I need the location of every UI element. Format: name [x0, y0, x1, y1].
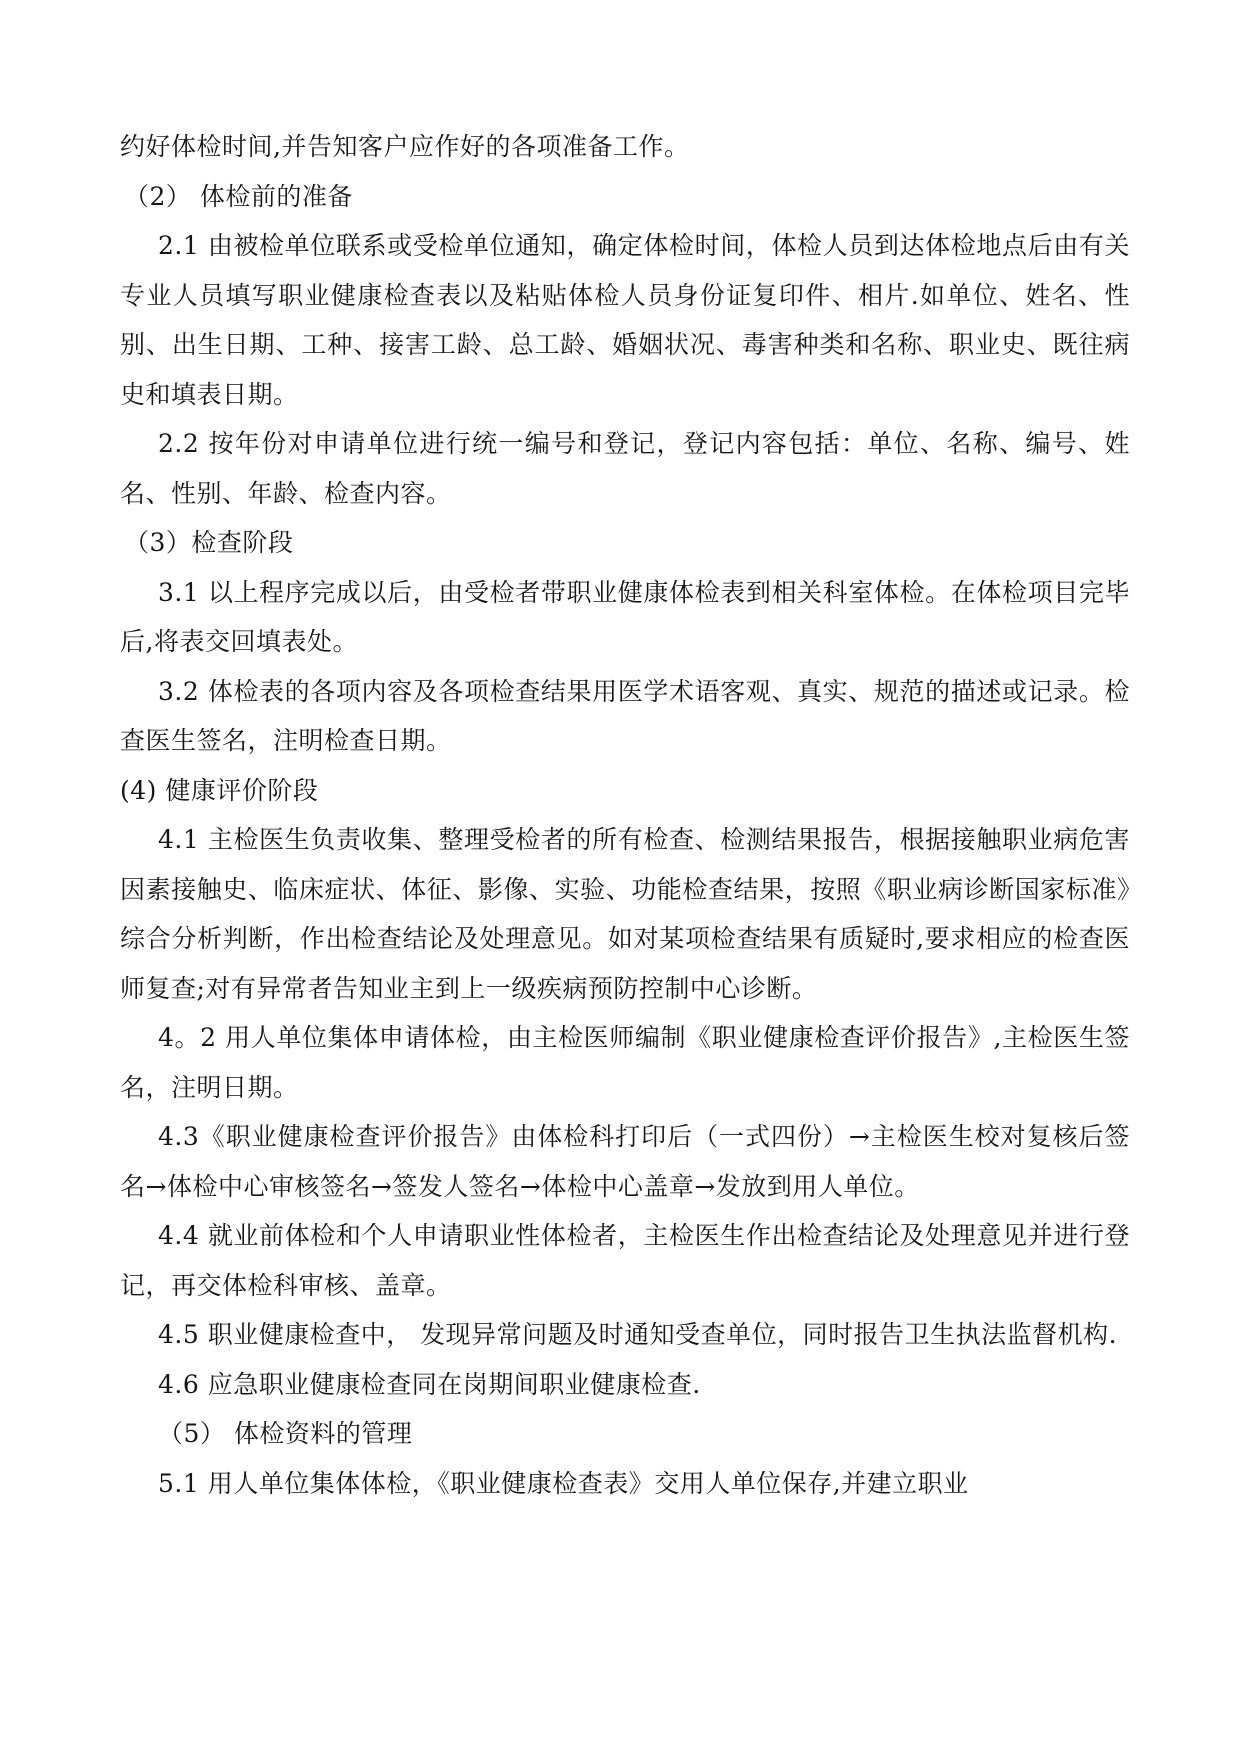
paragraph-3-2: 3.2 体检表的各项内容及各项检查结果用医学术语客观、真实、规范的描述或记录。检查医生签名，注明检查日期。	[120, 676, 1130, 755]
paragraph-4-1: 4.1 主检医生负责收集、整理受检者的所有检查、检测结果报告，根据接触职业病危害因素接触史、临床症状、体征、影像、实验、功能检查结果，按照《职业病诊断国家标准》综合分析判断，作出检查结论及处理意见。如对某项检查结果有质疑时,要求相应的检查医师复查;对有异常者告知业主到上一级疾病预防控制中心诊断。	[120, 825, 1130, 1003]
line-0: 约好体检时间,并告知客户应作好的各项准备工作。	[120, 132, 690, 161]
paragraph-4-2: 4。2 用人单位集体申请体检，由主检医师编制《职业健康检查评价报告》,主检医生签名，注明日期。	[120, 1023, 1130, 1102]
paragraph-4-4: 4.4 就业前体检和个人申请职业性体检者，主检医生作出检查结论及处理意见并进行登记，再交体检科审核、盖章。	[120, 1221, 1130, 1300]
paragraph-5-1: 5.1 用人单位集体体检，《职业健康检查表》交用人单位保存,并建立职业	[158, 1468, 969, 1498]
paragraph-2-2: 2.2 按年份对申请单位进行统一编号和登记，登记内容包括：单位、名称、编号、姓名、性别、年龄、检查内容。	[120, 429, 1130, 508]
section-heading-2: （2） 体检前的准备	[124, 181, 353, 211]
section-heading-5: （5） 体检资料的管理	[158, 1419, 413, 1448]
paragraph-2-1: 2.1 由被检单位联系或受检单位通知，确定体检时间，体检人员到达体检地点后由有关专业人员填写职业健康检查表以及粘贴体检人员身份证复印件、相片.如单位、姓名、性别、出生日期、工种、接害工龄、总工龄、婚姻状况、毒害种类和名称、职业史、既往病史和填表日期。	[120, 231, 1130, 409]
paragraph-3-1: 3.1 以上程序完成以后，由受检者带职业健康体检表到相关科室体检。在体检项目完毕后,将表交回填表处。	[120, 577, 1130, 656]
section-heading-4: (4) 健康评价阶段	[120, 775, 319, 805]
paragraph-4-3: 4.3《职业健康检查评价报告》由体检科打印后（一式四份）→主检医生校对复核后签名→体检中心审核签名→签发人签名→体检中心盖章→发放到用人单位。	[120, 1122, 1130, 1201]
section-heading-3: （3）检查阶段	[124, 528, 294, 557]
paragraph-4-6: 4.6 应急职业健康检查同在岗期间职业健康检查.	[158, 1369, 701, 1399]
document-page	[120, 122, 1130, 1508]
paragraph-4-5: 4.5 职业健康检查中， 发现异常问题及时通知受查单位，同时报告卫生执法监督机构.	[158, 1320, 1118, 1349]
